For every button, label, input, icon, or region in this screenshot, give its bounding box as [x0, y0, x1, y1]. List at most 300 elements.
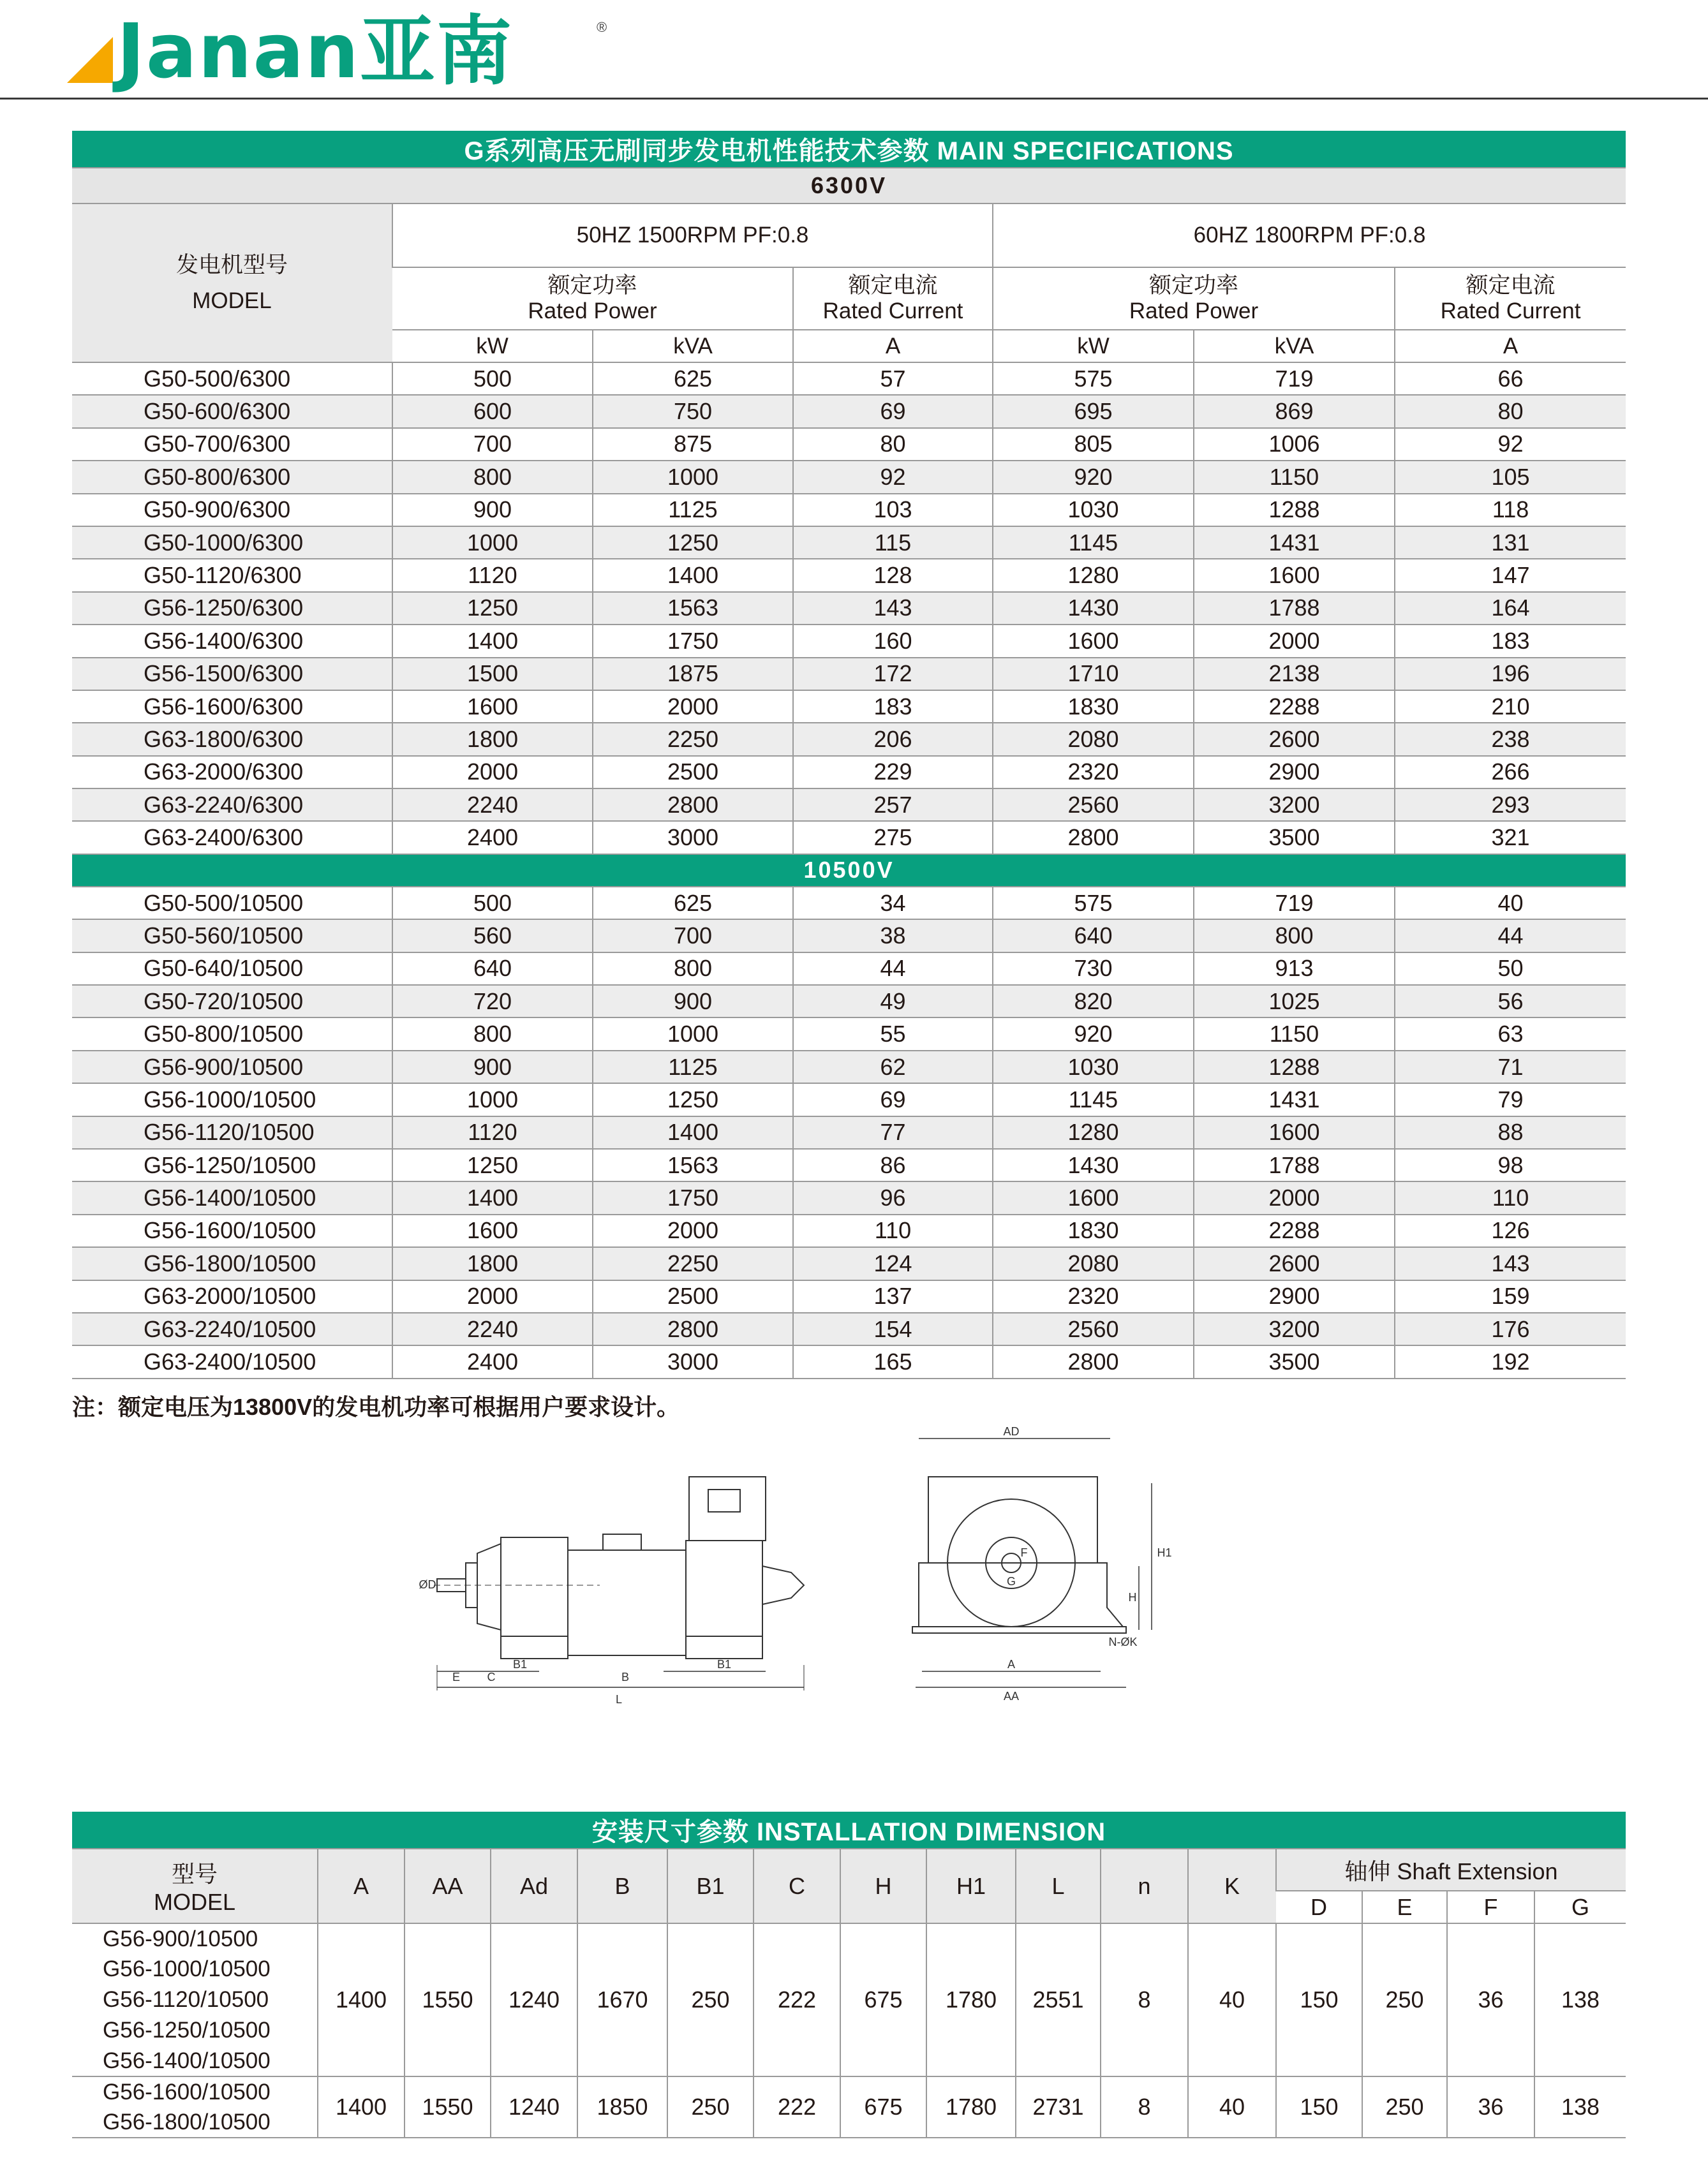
- install-value-cell: 8: [1101, 1923, 1188, 2076]
- registered-mark: ®: [597, 19, 607, 35]
- value-cell: 1288: [1194, 494, 1395, 526]
- value-cell: 2560: [993, 788, 1194, 821]
- label-c: C: [487, 1671, 496, 1683]
- value-cell: 115: [793, 526, 993, 559]
- value-cell: 2500: [593, 756, 793, 788]
- value-cell: 1400: [392, 625, 593, 657]
- install-value-cell: 138: [1534, 2076, 1626, 2138]
- label-l: L: [615, 1693, 623, 1706]
- model-cell: G50-900/6300: [72, 494, 392, 526]
- table-row: [72, 559, 1626, 591]
- value-cell: 730: [993, 952, 1194, 985]
- label-b1: B1: [512, 1658, 528, 1671]
- value-cell: 50: [1395, 952, 1626, 985]
- value-cell: 1250: [392, 592, 593, 625]
- value-cell: 183: [1395, 625, 1626, 657]
- value-cell: 3000: [593, 1345, 793, 1378]
- installation-dimension-table: [72, 1812, 1626, 2138]
- value-cell: 2080: [993, 1247, 1194, 1280]
- install-value-cell: 36: [1447, 2076, 1534, 2138]
- value-cell: 1563: [593, 592, 793, 625]
- value-cell: 1030: [993, 1051, 1194, 1083]
- col-e: E: [1362, 1891, 1447, 1923]
- install-value-cell: 150: [1276, 2076, 1362, 2138]
- table-row: [72, 756, 1626, 788]
- value-cell: 1800: [392, 1247, 593, 1280]
- value-cell: 1830: [993, 690, 1194, 723]
- install-value-cell: 675: [840, 1923, 926, 2076]
- value-cell: 500: [392, 362, 593, 395]
- header: [0, 0, 1708, 102]
- value-cell: 900: [392, 494, 593, 526]
- value-cell: 55: [793, 1017, 993, 1050]
- model-cell: G56-1120/10500: [72, 1116, 392, 1149]
- table-row: [72, 494, 1626, 526]
- value-cell: 920: [993, 1017, 1194, 1050]
- value-cell: 92: [1395, 428, 1626, 461]
- col-c: C: [754, 1849, 840, 1923]
- value-cell: 1788: [1194, 592, 1395, 625]
- value-cell: 2288: [1194, 1215, 1395, 1247]
- table-row: [72, 395, 1626, 427]
- install-model-cell: G56-1600/10500: [103, 2079, 271, 2105]
- value-cell: 196: [1395, 658, 1626, 690]
- col-k: K: [1188, 1849, 1276, 1923]
- install-model-cell: G56-1120/10500: [103, 1987, 269, 2012]
- table-row: [72, 1215, 1626, 1247]
- install-rows: [72, 1923, 1626, 2138]
- value-cell: 1025: [1194, 985, 1395, 1017]
- install-value-cell: 138: [1534, 1923, 1626, 2076]
- value-cell: 2250: [593, 723, 793, 755]
- value-cell: 2000: [1194, 625, 1395, 657]
- install-model-cell: G56-900/10500: [103, 1926, 258, 1951]
- value-cell: 147: [1395, 559, 1626, 591]
- table-row: [72, 985, 1626, 1017]
- value-cell: 575: [993, 887, 1194, 919]
- value-cell: 38: [793, 919, 993, 952]
- install-value-cell: 250: [667, 2076, 754, 2138]
- brand-logo: [67, 7, 607, 95]
- value-cell: 2900: [1194, 756, 1395, 788]
- model-column-header: [72, 203, 392, 362]
- value-cell: 56: [1395, 985, 1626, 1017]
- model-cell: G50-500/10500: [72, 887, 392, 919]
- value-cell: 800: [392, 1017, 593, 1050]
- value-cell: 913: [1194, 952, 1395, 985]
- shaft-extension-header: 轴伸 Shaft Extension: [1276, 1849, 1626, 1891]
- value-cell: 1150: [1194, 1017, 1395, 1050]
- value-cell: 750: [593, 395, 793, 427]
- value-cell: 3500: [1194, 821, 1395, 854]
- col-h: H: [840, 1849, 926, 1923]
- rated-current-cn: 额定电流: [1466, 273, 1556, 298]
- value-cell: 69: [793, 1083, 993, 1116]
- col-aa: AA: [405, 1849, 491, 1923]
- value-cell: 2900: [1194, 1280, 1395, 1313]
- value-cell: 2800: [593, 1313, 793, 1345]
- value-cell: 2240: [392, 1313, 593, 1345]
- table-row: [72, 1051, 1626, 1083]
- table-row: [72, 690, 1626, 723]
- value-cell: 164: [1395, 592, 1626, 625]
- install-value-cell: 2551: [1016, 1923, 1101, 2076]
- label-g: G: [1006, 1575, 1016, 1588]
- value-cell: 1250: [593, 526, 793, 559]
- table-row: [72, 592, 1626, 625]
- value-cell: 154: [793, 1313, 993, 1345]
- rated-current-en: Rated Current: [822, 299, 963, 323]
- generator-drawings: [408, 1419, 1263, 1796]
- value-cell: 86: [793, 1149, 993, 1181]
- col-f: F: [1447, 1891, 1534, 1923]
- install-value-cell: 250: [667, 1923, 754, 2076]
- value-cell: 44: [793, 952, 993, 985]
- value-cell: 2800: [993, 821, 1194, 854]
- value-cell: 1000: [593, 1017, 793, 1050]
- model-cell: G56-1000/10500: [72, 1083, 392, 1116]
- value-cell: 2250: [593, 1247, 793, 1280]
- model-cell: G56-900/10500: [72, 1051, 392, 1083]
- value-cell: 700: [593, 919, 793, 952]
- install-value-cell: 1550: [405, 2076, 491, 2138]
- install-model-cell: G56-1000/10500: [103, 1957, 271, 1981]
- value-cell: 2320: [993, 756, 1194, 788]
- value-cell: 820: [993, 985, 1194, 1017]
- model-cell: G50-500/6300: [72, 362, 392, 395]
- value-cell: 2320: [993, 1280, 1194, 1313]
- unit-a: A: [793, 330, 993, 362]
- value-cell: 103: [793, 494, 993, 526]
- value-cell: 1250: [593, 1083, 793, 1116]
- value-cell: 34: [793, 887, 993, 919]
- value-cell: 800: [1194, 919, 1395, 952]
- value-cell: 2000: [593, 690, 793, 723]
- value-cell: 800: [593, 952, 793, 985]
- install-value-cell: 250: [1362, 2076, 1447, 2138]
- value-cell: 1430: [993, 592, 1194, 625]
- value-cell: 1120: [392, 559, 593, 591]
- value-cell: 2800: [993, 1345, 1194, 1378]
- model-cell: G56-1600/10500: [72, 1215, 392, 1247]
- value-cell: 695: [993, 395, 1194, 427]
- value-cell: 1288: [1194, 1051, 1395, 1083]
- value-cell: 66: [1395, 362, 1626, 395]
- value-cell: 875: [593, 428, 793, 461]
- model-cell: G56-1600/6300: [72, 690, 392, 723]
- rated-current-60-header: [1395, 267, 1626, 330]
- value-cell: 1788: [1194, 1149, 1395, 1181]
- install-value-cell: 1780: [926, 2076, 1016, 2138]
- value-cell: 183: [793, 690, 993, 723]
- unit-kva: kVA: [1194, 330, 1395, 362]
- value-cell: 3500: [1194, 1345, 1395, 1378]
- value-cell: 71: [1395, 1051, 1626, 1083]
- model-label-en: MODEL: [192, 288, 272, 313]
- value-cell: 800: [392, 461, 593, 493]
- table-row: [72, 461, 1626, 493]
- value-cell: 92: [793, 461, 993, 493]
- model-cell: G50-700/6300: [72, 428, 392, 461]
- value-cell: 2400: [392, 821, 593, 854]
- value-cell: 143: [1395, 1247, 1626, 1280]
- value-cell: 160: [793, 625, 993, 657]
- value-cell: 176: [1395, 1313, 1626, 1345]
- model-cell: G50-720/10500: [72, 985, 392, 1017]
- value-cell: 69: [793, 395, 993, 427]
- label-b: B: [621, 1671, 630, 1683]
- unit-a: A: [1395, 330, 1626, 362]
- rows-6300: [72, 362, 1626, 854]
- value-cell: 1030: [993, 494, 1194, 526]
- value-cell: 266: [1395, 756, 1626, 788]
- value-cell: 1750: [593, 1181, 793, 1214]
- table-row: [72, 1280, 1626, 1313]
- freq-50-header: 50HZ 1500RPM PF:0.8: [392, 203, 993, 267]
- model-cell: G63-1800/6300: [72, 723, 392, 755]
- install-model-cell: G56-1800/10500: [72, 2107, 318, 2138]
- table-row: [72, 1345, 1626, 1378]
- value-cell: 2600: [1194, 1247, 1395, 1280]
- voltage-6300-label: 6300V: [72, 168, 1626, 203]
- install-value-cell: 1550: [405, 1923, 491, 2076]
- value-cell: 1006: [1194, 428, 1395, 461]
- value-cell: 275: [793, 821, 993, 854]
- label-a: A: [1007, 1658, 1016, 1671]
- unit-kva: kVA: [593, 330, 793, 362]
- col-a: A: [318, 1849, 405, 1923]
- label-shaft-dia: ØD: [419, 1578, 436, 1591]
- value-cell: 1563: [593, 1149, 793, 1181]
- value-cell: 1600: [993, 625, 1194, 657]
- model-cell: G50-600/6300: [72, 395, 392, 427]
- model-cell: G56-1250/10500: [72, 1149, 392, 1181]
- model-cell: G63-2400/10500: [72, 1345, 392, 1378]
- table-row: [72, 1017, 1626, 1050]
- logo-text: Janan亚南: [117, 7, 514, 95]
- rated-power-en: Rated Power: [528, 299, 657, 323]
- install-value-cell: 222: [754, 2076, 840, 2138]
- table-row: [72, 2076, 1626, 2107]
- value-cell: 500: [392, 887, 593, 919]
- unit-kw: kW: [392, 330, 593, 362]
- col-ad: Ad: [491, 1849, 577, 1923]
- value-cell: 159: [1395, 1280, 1626, 1313]
- value-cell: 124: [793, 1247, 993, 1280]
- table-row: [72, 821, 1626, 854]
- value-cell: 1400: [593, 559, 793, 591]
- value-cell: 1600: [1194, 559, 1395, 591]
- footnote: 注：额定电压为13800V的发电机功率可根据用户要求设计。: [72, 1394, 680, 1420]
- value-cell: 1280: [993, 559, 1194, 591]
- label-nk: N-ØK: [1108, 1636, 1138, 1648]
- value-cell: 2000: [1194, 1181, 1395, 1214]
- model-cell: G56-1800/10500: [72, 1247, 392, 1280]
- rated-power-50-header: [392, 267, 793, 330]
- col-l: L: [1016, 1849, 1101, 1923]
- model-label-cn: 发电机型号: [175, 252, 288, 277]
- table-row: [72, 1247, 1626, 1280]
- value-cell: 137: [793, 1280, 993, 1313]
- value-cell: 206: [793, 723, 993, 755]
- value-cell: 1000: [392, 526, 593, 559]
- model-cell: G63-2400/6300: [72, 821, 392, 854]
- value-cell: 1600: [392, 690, 593, 723]
- install-value-cell: 1850: [577, 2076, 667, 2138]
- install-model-cell: G56-1250/10500: [103, 2018, 271, 2043]
- unit-kw: kW: [993, 330, 1194, 362]
- model-cell: G50-1120/6300: [72, 559, 392, 591]
- value-cell: 700: [392, 428, 593, 461]
- table-row: [72, 952, 1626, 985]
- rated-power-cn: 额定功率: [1148, 273, 1238, 298]
- label-f: F: [1020, 1546, 1028, 1559]
- install-title: 安装尺寸参数 INSTALLATION DIMENSION: [72, 1812, 1626, 1849]
- value-cell: 229: [793, 756, 993, 788]
- value-cell: 2800: [593, 788, 793, 821]
- install-value-cell: 2731: [1016, 2076, 1101, 2138]
- value-cell: 143: [793, 592, 993, 625]
- value-cell: 96: [793, 1181, 993, 1214]
- label-b1: B1: [717, 1658, 732, 1671]
- rows-10500: [72, 887, 1626, 1379]
- value-cell: 640: [392, 952, 593, 985]
- value-cell: 2240: [392, 788, 593, 821]
- install-value-cell: 40: [1188, 2076, 1276, 2138]
- value-cell: 2560: [993, 1313, 1194, 1345]
- value-cell: 62: [793, 1051, 993, 1083]
- value-cell: 238: [1395, 723, 1626, 755]
- value-cell: 1430: [993, 1149, 1194, 1181]
- label-h1: H1: [1157, 1546, 1172, 1559]
- install-value-cell: 150: [1276, 1923, 1362, 2076]
- value-cell: 1600: [392, 1215, 593, 1247]
- value-cell: 625: [593, 887, 793, 919]
- value-cell: 131: [1395, 526, 1626, 559]
- table-row: [72, 723, 1626, 755]
- value-cell: 1431: [1194, 526, 1395, 559]
- model-cell: G50-640/10500: [72, 952, 392, 985]
- value-cell: 257: [793, 788, 993, 821]
- value-cell: 720: [392, 985, 593, 1017]
- table-row: [72, 526, 1626, 559]
- value-cell: 625: [593, 362, 793, 395]
- label-e: E: [452, 1671, 461, 1683]
- install-model-en: MODEL: [153, 1889, 236, 1915]
- voltage-10500-label: 10500V: [72, 854, 1626, 887]
- value-cell: 920: [993, 461, 1194, 493]
- value-cell: 2600: [1194, 723, 1395, 755]
- main-specifications-table: [72, 131, 1626, 1379]
- table-row: [72, 919, 1626, 952]
- value-cell: 80: [1395, 395, 1626, 427]
- col-n: n: [1101, 1849, 1188, 1923]
- value-cell: 560: [392, 919, 593, 952]
- label-ad: AD: [1003, 1425, 1020, 1438]
- table-row: [72, 788, 1626, 821]
- value-cell: 1145: [993, 526, 1194, 559]
- value-cell: 2400: [392, 1345, 593, 1378]
- model-cell: G50-800/10500: [72, 1017, 392, 1050]
- install-value-cell: 675: [840, 2076, 926, 2138]
- value-cell: 1830: [993, 1215, 1194, 1247]
- value-cell: 192: [1395, 1345, 1626, 1378]
- install-model-cell: G56-1400/10500: [72, 2046, 318, 2076]
- value-cell: 1600: [1194, 1116, 1395, 1149]
- value-cell: 1125: [593, 1051, 793, 1083]
- install-value-cell: 36: [1447, 1923, 1534, 2076]
- value-cell: 110: [1395, 1181, 1626, 1214]
- rated-power-60-header: [993, 267, 1395, 330]
- rated-current-en: Rated Current: [1440, 299, 1581, 323]
- value-cell: 63: [1395, 1017, 1626, 1050]
- value-cell: 1000: [593, 461, 793, 493]
- col-g: G: [1534, 1891, 1626, 1923]
- value-cell: 2288: [1194, 690, 1395, 723]
- table-row: [72, 1313, 1626, 1345]
- model-cell: G50-560/10500: [72, 919, 392, 952]
- value-cell: 128: [793, 559, 993, 591]
- value-cell: 719: [1194, 887, 1395, 919]
- rated-current-50-header: [793, 267, 993, 330]
- value-cell: 98: [1395, 1149, 1626, 1181]
- value-cell: 1431: [1194, 1083, 1395, 1116]
- value-cell: 126: [1395, 1215, 1626, 1247]
- value-cell: 210: [1395, 690, 1626, 723]
- model-cell: G56-1400/6300: [72, 625, 392, 657]
- value-cell: 575: [993, 362, 1194, 395]
- value-cell: 118: [1395, 494, 1626, 526]
- logo-triangle-icon: [67, 37, 113, 83]
- value-cell: 1750: [593, 625, 793, 657]
- install-value-cell: 1670: [577, 1923, 667, 2076]
- model-cell: G63-2000/6300: [72, 756, 392, 788]
- table-row: [72, 1116, 1626, 1149]
- label-aa: AA: [1003, 1690, 1020, 1703]
- drawing-labels: [419, 1425, 1172, 1706]
- header-divider: [0, 98, 1708, 100]
- table-row: [72, 1923, 1626, 1954]
- table-row: [72, 887, 1626, 919]
- label-h: H: [1128, 1591, 1137, 1604]
- value-cell: 44: [1395, 919, 1626, 952]
- install-value-cell: 1400: [318, 1923, 405, 2076]
- table-row: [72, 625, 1626, 657]
- install-value-cell: 1780: [926, 1923, 1016, 2076]
- value-cell: 88: [1395, 1116, 1626, 1149]
- value-cell: 1500: [392, 658, 593, 690]
- table-row: [72, 1181, 1626, 1214]
- rated-power-cn: 额定功率: [547, 273, 637, 298]
- model-cell: G63-2000/10500: [72, 1280, 392, 1313]
- value-cell: 2138: [1194, 658, 1395, 690]
- value-cell: 77: [793, 1116, 993, 1149]
- model-cell: G56-1500/6300: [72, 658, 392, 690]
- install-value-cell: 1240: [491, 1923, 577, 2076]
- col-b: B: [577, 1849, 667, 1923]
- value-cell: 1600: [993, 1181, 1194, 1214]
- value-cell: 79: [1395, 1083, 1626, 1116]
- spec-title: G系列高压无刷同步发电机性能技术参数 MAIN SPECIFICATIONS: [72, 131, 1626, 168]
- value-cell: 719: [1194, 362, 1395, 395]
- value-cell: 3000: [593, 821, 793, 854]
- value-cell: 805: [993, 428, 1194, 461]
- install-model-cn: 型号: [171, 1861, 218, 1887]
- value-cell: 640: [993, 919, 1194, 952]
- col-b1: B1: [667, 1849, 754, 1923]
- value-cell: 869: [1194, 395, 1395, 427]
- value-cell: 2080: [993, 723, 1194, 755]
